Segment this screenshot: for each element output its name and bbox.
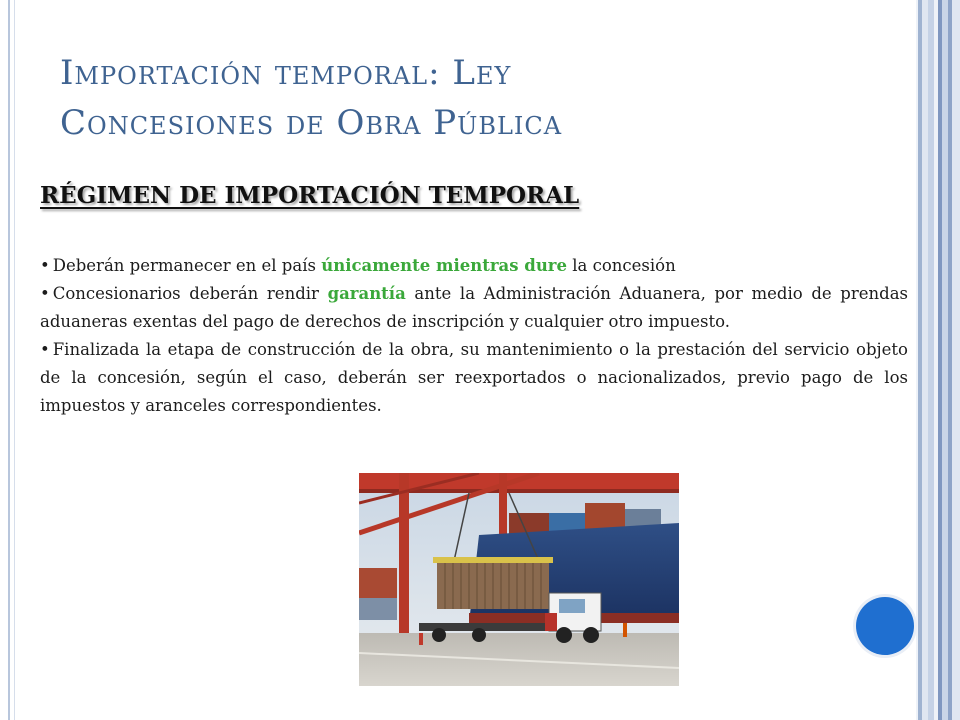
decorative-circle [856,597,914,655]
bullet-item [40,336,908,420]
right-decorative-band [916,0,960,720]
left-frame-line [8,0,10,720]
slide-subtitle: RÉGIMEN DE IMPORTACIÓN TEMPORAL [40,182,580,209]
bullet-highlight: únicamente mientras dure [321,256,568,275]
bullet-text: ante la Administración Aduanera, por medio de prendas aduaneras exentas del pago de derechos de inscripción y cualquier otro impuesto. [40,284,908,331]
left-frame-line-inner [14,0,15,720]
port-container-photo [359,473,679,686]
bullet-text: Concesionarios deberán rendir [52,284,328,303]
bullet-text: Finalizada la etapa de construcción de la obra, su mantenimiento o la prestación del servicio objeto de la concesión, según el caso, deberán ser reexportados o nacionalizados, previo pago de los impuestos y aranceles correspondientes. [40,340,908,415]
bullet-highlight: garantía [327,284,406,303]
bullet-list [40,252,908,420]
slide-title [60,48,890,148]
bullet-item [40,252,908,280]
bullet-text: Deberán permanecer en el país [52,256,322,275]
bullet-text: la concesión [567,256,676,275]
bullet-item [40,280,908,336]
slide-title-line-1: Importación temporal: Ley [60,53,512,93]
slide-title-line-2: Concesiones de Obra Pública [60,103,563,143]
